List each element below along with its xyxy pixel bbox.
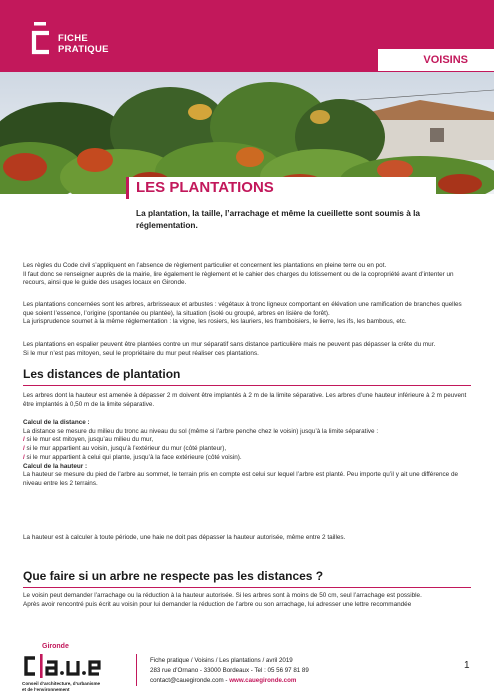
- intro-paragraph: Il faut donc se renseigner auprès de la mairie, lire également le règlement et le cahier des charges du lotissement ou de la copropriété avant d’intenter un recours, ainsi que le guide des usages locaux en Gironde.: [23, 270, 454, 287]
- footer-contact-separator: -: [223, 677, 230, 684]
- intro-paragraph: Si le mur n’est pas mitoyen, seul le propriétaire du mur peut réaliser ces plantations.: [23, 349, 259, 357]
- footer-separator: [136, 654, 137, 686]
- bullet-text: si le mur appartient à celui qui plante, jusqu’à la face extérieure (côté voisin).: [26, 453, 242, 461]
- bullet-text: si le mur est mitoyen, jusqu’au milieu du mur,: [26, 436, 154, 444]
- non-respect-paragraph: Le voisin peut demander l’arrachage ou la réduction à la hauteur autorisée. Si les arbres sont à moins de 50 cm, seul l’arrachage est possible.: [23, 592, 422, 599]
- calc-height-text: La hauteur se mesure du pied de l’arbre au sommet, le terrain pris en compte est celui sur lequel l’arbre est planté. Peu importe qu’il y ait une différence de niveau entre les 2 terrains.: [23, 471, 459, 487]
- page-number: 1: [464, 660, 470, 671]
- fiche-label-line1: FICHE: [58, 33, 88, 44]
- caue-c-logo-icon: [27, 22, 53, 56]
- non-respect-block: [23, 592, 471, 609]
- caue-subtitle-line2: et de l’environnement: [22, 687, 70, 692]
- page-subtitle: La plantation, la taille, l’arrachage et même la cueillette sont soumis à la réglementation.: [136, 208, 421, 230]
- distances-paragraph: Les arbres dont la hauteur est amenée à dépasser 2 m doivent être implantés à 2 m de la limite séparative. Les arbres d’une hauteur inférieure à 2 m peuvent être implantés à 0,50 m de la limite séparative.: [23, 392, 467, 408]
- list-item: [23, 454, 471, 463]
- non-respect-paragraph: Après avoir rencontré puis écrit au voisin pour lui demander la réduction de l’arbre ou son arrachage, lui adresser une lettre recommandée: [23, 600, 412, 608]
- bullet-mark: /: [23, 445, 25, 453]
- intro-block-3: [23, 341, 471, 358]
- calc-distance-block: [23, 419, 471, 489]
- section-divider: [23, 385, 471, 386]
- category-label: VOISINS: [423, 54, 468, 66]
- bullet-mark: /: [23, 436, 25, 444]
- list-item: [23, 445, 471, 454]
- intro-block-1: [23, 262, 471, 288]
- calc-height-label: Calcul de la hauteur :: [23, 462, 88, 470]
- calc-distance-text: La distance se mesure du milieu du tronc au niveau du sol (même si l’arbre penche chez le voisin) jusqu’à la limite séparative :: [23, 427, 379, 435]
- intro-paragraph: Les plantations concernées sont les arbres, arbrisseaux et arbustes : végétaux à tronc ligneux comportant en élévation une ramification de branches quelles que soient l’essence, l’origine (spontanée ou plantée), la situation (isolé ou groupé, arbres en lisière de forêt).: [23, 301, 462, 317]
- caue-logo-icon: [22, 650, 122, 680]
- section-heading-distances: Les distances de plantation: [23, 367, 181, 381]
- gironde-label: Gironde: [42, 643, 69, 650]
- bullet-text: si le mur appartient au voisin, jusqu’à l’extérieur du mur (côté planteur),: [26, 445, 227, 453]
- caue-subtitle-line1: Conseil d’architecture, d’urbanisme: [22, 681, 101, 686]
- bullet-mark: /: [23, 453, 25, 461]
- title-accent-bar: [126, 177, 129, 199]
- footer-address: 283 rue d’Ornano - 33000 Bordeaux - Tel : 05 56 97 81 89: [150, 667, 309, 674]
- list-item: [23, 436, 471, 445]
- intro-paragraph: Les plantations en espalier peuvent être plantées contre un mur séparatif sans distance particulière mais ne peuvent pas dépasser la crête du mur.: [23, 341, 436, 348]
- footer-email-link[interactable]: contact@cauegironde.com: [150, 677, 224, 684]
- garden-photo: [0, 72, 494, 194]
- section-divider: [23, 587, 471, 588]
- page-title: LES PLANTATIONS: [136, 179, 274, 196]
- footer-website-link[interactable]: www.cauegironde.com: [229, 677, 297, 684]
- section-heading-non-respect: Que faire si un arbre ne respecte pas les distances ?: [23, 569, 324, 583]
- footer-document-ref: Fiche pratique / Voisins / Les plantations / avril 2019: [150, 657, 293, 664]
- fiche-label-line2: PRATIQUE: [58, 44, 109, 55]
- height-period-paragraph: La hauteur est à calculer à toute période, une haie ne doit pas dépasser la hauteur autorisée, même entre 2 tailles.: [23, 534, 346, 541]
- intro-block-2: [23, 301, 471, 327]
- calc-distance-label: Calcul de la distance :: [23, 419, 90, 426]
- footer-contact: [150, 677, 296, 684]
- intro-paragraph: Les règles du Code civil s’appliquent en l’absence de règlement particulier et concernent les plantations en pleine terre ou en pot.: [23, 262, 387, 269]
- intro-paragraph: La jurisprudence soumet à la même réglementation : la vigne, les rosiers, les lauriers, les framboisiers, le lierre, les ifs, les bambous, etc.: [23, 318, 407, 326]
